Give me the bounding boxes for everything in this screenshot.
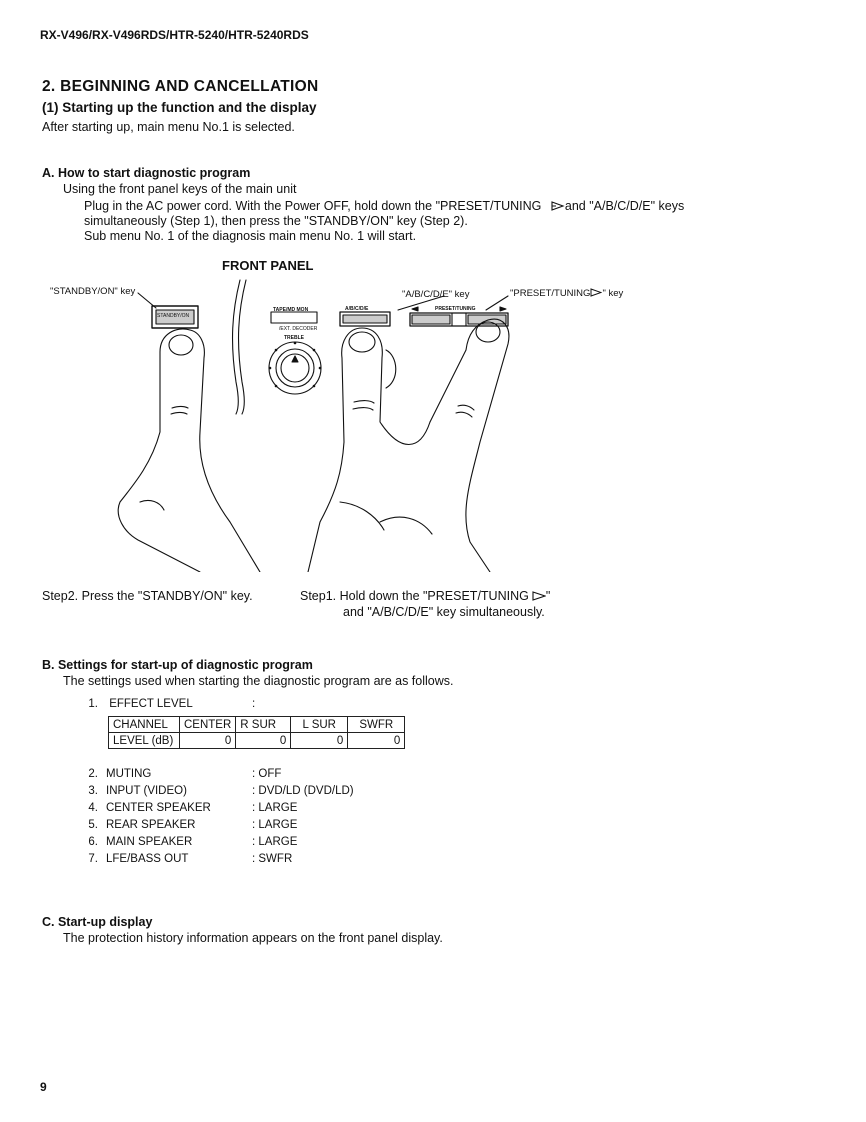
table-cell: 0 [291, 733, 348, 749]
step1-line2: and "A/B/C/D/E" key simultaneously. [343, 605, 545, 619]
table-header-cell: CENTER [180, 717, 236, 733]
list-item [84, 698, 193, 710]
list-item-number: 2. [88, 768, 98, 780]
effect-level-table [108, 716, 405, 749]
list-item-number: 5. [88, 819, 98, 831]
list-item [84, 800, 354, 817]
list-item-number: 3. [88, 785, 98, 797]
table-row [109, 733, 405, 749]
label-treble: TREBLE [284, 335, 304, 341]
left-hand [118, 329, 200, 572]
list-item-value: : DVD/LD (DVD/LD) [252, 785, 354, 797]
label-tape-md-mon: TAPE/MD MON [273, 307, 309, 313]
table-cell: 0 [348, 733, 405, 749]
list-item [84, 783, 354, 800]
table-cell: 0 [180, 733, 236, 749]
list-item-label: CENTER SPEAKER [106, 802, 211, 814]
document-header: RX-V496/RX-V496RDS/HTR-5240/HTR-5240RDS [40, 28, 309, 42]
section-a-line4: Sub menu No. 1 of the diagnosis main menu No. 1 will start. [84, 229, 417, 243]
list-item-value: : OFF [252, 768, 282, 780]
right-hand [308, 328, 362, 572]
callout-abcde-key: "A/B/C/D/E" key [402, 289, 470, 300]
section-a-line2-text: Plug in the AC power cord. With the Power OFF, hold down the "PRESET/TUNING [84, 199, 542, 213]
list-item-value: : LARGE [252, 802, 298, 814]
list-item [84, 834, 354, 851]
callout-preset-key [510, 288, 623, 299]
label-ext-decoder: /EXT. DECODER [279, 326, 318, 332]
list-item-colon: : [252, 698, 256, 710]
section-a-line2 [84, 199, 684, 213]
step1-line1-text: Step1. Hold down the "PRESET/TUNING [300, 589, 529, 603]
step1-line1 [300, 589, 550, 603]
list-item-number: 1. [88, 698, 98, 710]
figure-title: FRONT PANEL [222, 258, 314, 273]
label-preset-tuning: PRESET/TUNING [435, 306, 476, 312]
table-cell: LEVEL (dB) [109, 733, 180, 749]
section-a-line1: Using the front panel keys of the main unit [63, 182, 297, 196]
list-item-number: 7. [88, 853, 98, 865]
table-header-cell: R SUR [236, 717, 291, 733]
list-item-label: MUTING [106, 768, 152, 780]
section-subtitle: (1) Starting up the function and the display [42, 100, 317, 115]
list-item-value: : LARGE [252, 819, 298, 831]
section-b-line1: The settings used when starting the diagnostic program are as follows. [63, 674, 454, 688]
step1-line1-end: " [545, 589, 551, 603]
intro-text: After starting up, main menu No.1 is selected. [42, 120, 295, 134]
list-item [84, 766, 354, 783]
list-item-number: 6. [88, 836, 98, 848]
triangle-right-icon [551, 201, 565, 211]
step2-text: Step2. Press the "STANDBY/ON" key. [42, 589, 253, 603]
triangle-right-icon [590, 288, 602, 297]
page-number: 9 [40, 1080, 47, 1094]
section-a-heading: A. How to start diagnostic program [42, 166, 251, 180]
list-item-label: REAR SPEAKER [106, 819, 196, 831]
callout-preset-key-text: " key [602, 288, 624, 299]
table-header-cell: CHANNEL [109, 717, 180, 733]
right-middle-nail [476, 322, 500, 342]
list-item-label: MAIN SPEAKER [106, 836, 193, 848]
section-b-heading: B. Settings for start-up of diagnostic program [42, 658, 313, 672]
list-item [84, 817, 354, 834]
label-abcde: A/B/C/D/E [345, 306, 369, 312]
tape-md-mon-key [271, 312, 317, 323]
left-thumbnail [169, 335, 193, 355]
table-cell: 0 [236, 733, 291, 749]
label-standby-on: STANDBY/ON [157, 313, 190, 319]
section-a-line3: simultaneously (Step 1), then press the "STANDBY/ON" key (Step 2). [84, 214, 468, 228]
front-panel-illustration [40, 272, 660, 572]
table-row [109, 717, 405, 733]
right-index-nail [349, 332, 375, 352]
table-header-cell: SWFR [348, 717, 405, 733]
list-item-value: : SWFR [252, 853, 293, 865]
list-item-label: EFFECT LEVEL [109, 698, 193, 710]
settings-list [84, 766, 354, 868]
section-a-line2-end: and "A/B/C/D/E" keys [564, 199, 685, 213]
section-title: 2. BEGINNING AND CANCELLATION [42, 78, 319, 95]
triangle-right-icon [532, 591, 546, 601]
callout-standby-key: "STANDBY/ON" key [50, 286, 136, 297]
section-c-heading: C. Start-up display [42, 915, 153, 929]
section-c-line1: The protection history information appears on the front panel display. [63, 931, 443, 945]
list-item-value: : LARGE [252, 836, 298, 848]
list-item-number: 4. [88, 802, 98, 814]
list-item-label: INPUT (VIDEO) [106, 785, 187, 797]
panel-break-line-2 [239, 280, 246, 414]
callout-preset-text: "PRESET/TUNING [510, 288, 591, 299]
list-item [84, 851, 354, 868]
list-item-label: LFE/BASS OUT [106, 853, 189, 865]
table-header-cell: L SUR [291, 717, 348, 733]
